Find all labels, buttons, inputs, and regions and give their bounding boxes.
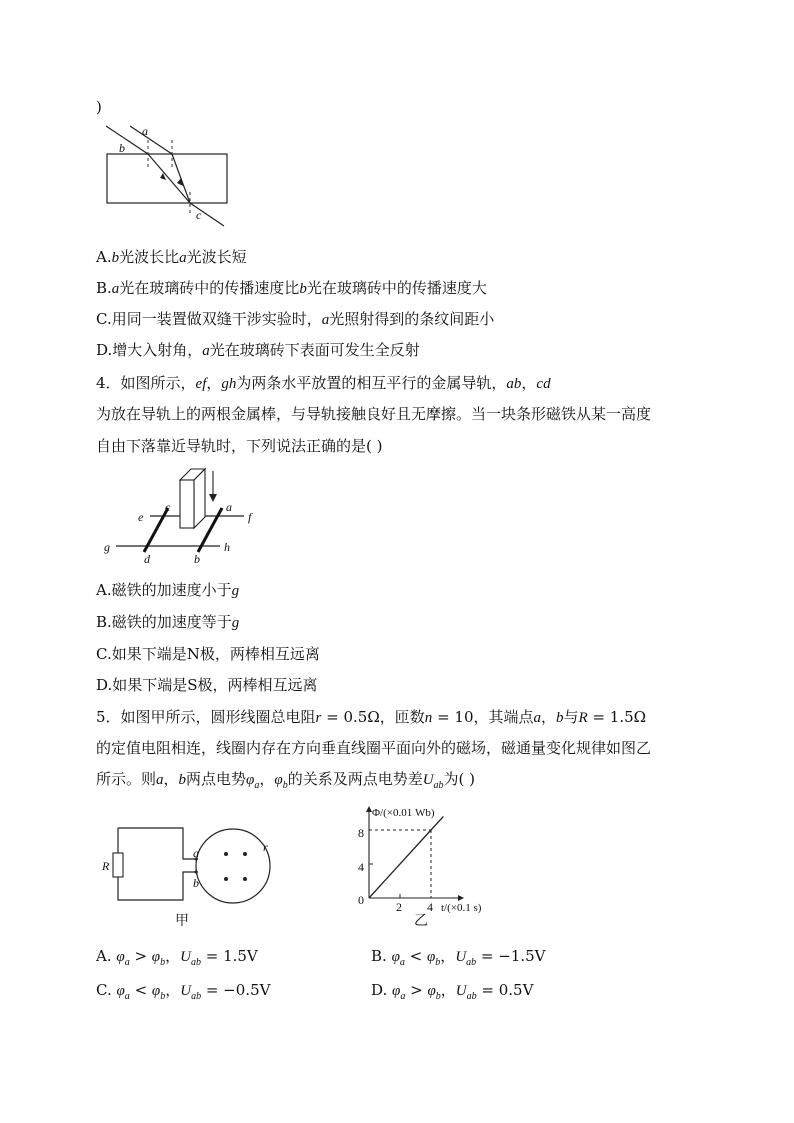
q4-fig-label-b: b: [194, 552, 200, 566]
q4-fig-label-f: f: [248, 510, 252, 524]
q4-option-b: B.磁铁的加速度等于g: [96, 613, 240, 631]
q5-yi-xtick-2: 2: [396, 900, 402, 914]
q3-fig-label-b: b: [119, 141, 125, 155]
q5-yi-xlabel: t/(×0.1 s): [441, 902, 482, 914]
q4-option-d: D.如果下端是S极，两棒相互远离: [96, 676, 318, 694]
q5-option-b: B. $\varphi_a < \varphi_b$，$U_{ab} = -1.5V$: [371, 947, 546, 968]
q4-fig-label-g: g: [104, 540, 110, 554]
q5-jia-label-R: R: [102, 859, 110, 873]
q3-option-a: A.b光波长比a光波长短: [96, 248, 247, 266]
q5-yi-origin: 0: [358, 893, 364, 907]
q5-option-a: A. $\varphi_a > \varphi_b$，$U_{ab} = 1.5V$: [96, 947, 258, 968]
q4-stem-line2: 为放在导轨上的两根金属棒，与导轨接触良好且无摩擦。当一块条形磁铁从某一高度: [96, 405, 652, 423]
q3-option-d: D.增大入射角，a光在玻璃砖下表面可发生全反射: [96, 341, 420, 359]
q5-jia-label-b: b: [193, 876, 199, 890]
q5-stem-line3: 所示。则a，b两点电势$\varphi_a$，$\varphi_b$的关系及两点电势差$U_{ab}$为( ): [96, 770, 476, 791]
q5-stem-line1: 5．如图甲所示，圆形线圈总电阻r = 0.5Ω，匝数n = 10，其端点a，b与R = 1.5Ω: [96, 708, 647, 726]
yi-flux-series-line: [369, 816, 443, 898]
q5-yi-ytick-8: 8: [358, 826, 364, 840]
q5-option-c: C. $\varphi_a < \varphi_b$，$U_{ab} = -0.5V$: [96, 981, 271, 1002]
q5-yi-xtick-4: 4: [427, 900, 433, 914]
q5-stem-line2: 的定值电阻相连，线圈内存在方向垂直线圈平面向外的磁场，磁通量变化规律如图乙: [96, 739, 652, 757]
q4-fig-label-h: h: [224, 540, 230, 554]
q5-jia-label-a: a: [193, 846, 199, 860]
q3-stem-tail: ): [96, 98, 102, 116]
q4-fig-label-a: a: [226, 500, 232, 514]
q4-fig-label-d: d: [144, 552, 150, 566]
q3-fig-label-c: c: [196, 208, 202, 222]
q4-fig-label-e: e: [138, 510, 144, 524]
q4-stem-line1: 4．如图所示，ef，gh为两条水平放置的相互平行的金属导轨，ab，cd: [96, 374, 551, 392]
q5-option-d: D. $\varphi_a > \varphi_b$，$U_{ab} = 0.5V$: [371, 981, 534, 1002]
q5-yi-caption: 乙: [414, 913, 428, 929]
q5-yi-ytick-4: 4: [358, 860, 364, 874]
q4-fig-label-c: c: [165, 500, 171, 514]
q5-yi-ylabel: Φ/(×0.01 Wb): [372, 807, 435, 819]
q3-option-c: C.用同一装置做双缝干涉实验时，a光照射得到的条纹间距小: [96, 310, 495, 328]
q4-option-a: A.磁铁的加速度小于g: [96, 581, 240, 599]
q4-stem-line3: 自由下落靠近导轨时，下列说法正确的是( ): [96, 437, 383, 455]
q5-jia-label-r: r: [263, 840, 268, 854]
q3-fig-label-a: a: [142, 124, 148, 138]
q3-option-b: B.a光在玻璃砖中的传播速度比b光在玻璃砖中的传播速度大: [96, 279, 487, 297]
q5-jia-caption: 甲: [175, 913, 189, 929]
q4-option-c: C.如果下端是N极，两棒相互远离: [96, 645, 320, 663]
